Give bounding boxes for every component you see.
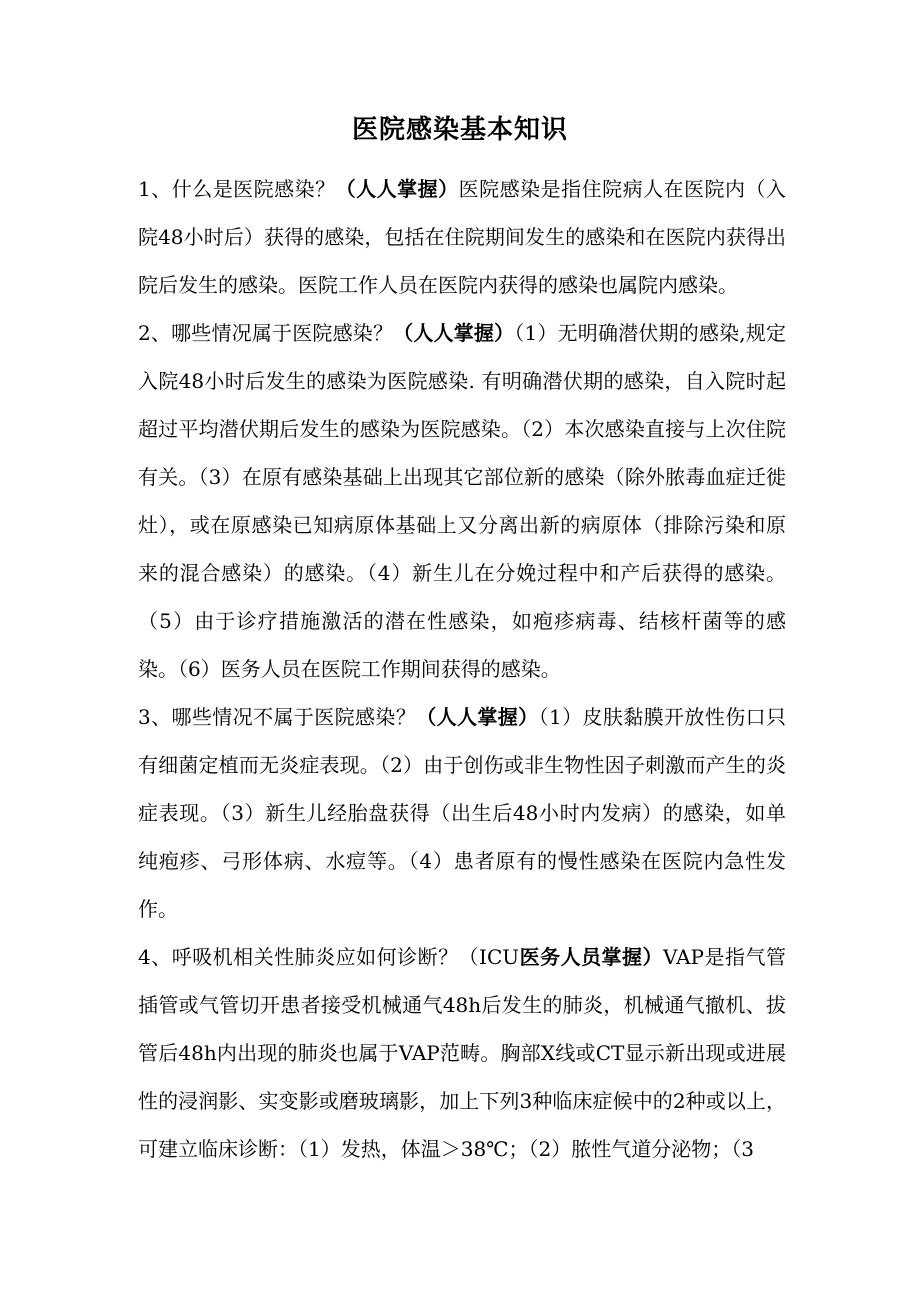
document-body (138, 165, 786, 1173)
answer-3: （1）皮肤黏膜开放性伤口只有细菌定植而无炎症表现。（2）由于创伤或非生物性因子刺激而产生的炎症表现。（3）新生儿经胎盘获得（出生后48小时内发病）的感染，如单纯疱疹、弓形体病、水痘等。（4）患者原有的慢性感染在医院内急性发作。 (138, 705, 787, 921)
audience-tag-2: （人人掌握） (393, 321, 515, 345)
question-4: 4、呼吸机相关性肺炎应如何诊断？（ICU (138, 945, 520, 969)
answer-2: （1）无明确潜伏期的感染,规定入院48小时后发生的感染为医院感染. 有明确潜伏期的感染，自入院时起超过平均潜伏期后发生的感染为医院感染。（2）本次感染直接与上次住院有关。（3）在原有感染基础上出现其它部位新的感染（除外脓毒血症迁徙灶），或在原感染已知病原体基础上又分离出新的病原体（排除污染和原来的混合感染）的感染。（4）新生儿在分娩过程中和产后获得的感染。（5）由于诊疗措施激活的潜在性感染，如疱疹病毒、结核杆菌等的感染。（6）医务人员在医院工作期间获得的感染。 (138, 321, 786, 681)
paragraph-3 (138, 693, 786, 933)
page-title: 医院感染基本知识 (351, 115, 568, 145)
audience-tag-4: 医务人员掌握） (519, 945, 664, 969)
paragraph-2 (138, 309, 786, 693)
question-2: 2、哪些情况属于医院感染？ (138, 321, 394, 345)
paragraph-1 (138, 165, 786, 309)
audience-tag-1: （人人掌握） (335, 177, 459, 201)
paragraph-4 (138, 933, 786, 1173)
answer-4: VAP是指气管插管或气管切开患者接受机械通气48h后发生的肺炎，机械通气撤机、拔管后48h内出现的肺炎也属于VAP范畴。胸部X线或CT显示新出现或进展性的浸润影、实变影或磨玻璃影，加上下列3种临床症候中的2种或以上，可建立临床诊断：（1）发热，体温＞38℃；（2）脓性气道分泌物；（3 (138, 945, 786, 1161)
question-3: 3、哪些情况不属于医院感染？ (138, 705, 417, 729)
question-1: 1、什么是医院感染？ (138, 177, 336, 201)
answer-1: 医院感染是指住院病人在医院内（入院48小时后）获得的感染，包括在住院期间发生的感染和在医院内获得出院后发生的感染。医院工作人员在医院内获得的感染也属院内感染。 (138, 177, 787, 297)
audience-tag-3: （人人掌握） (416, 705, 539, 729)
